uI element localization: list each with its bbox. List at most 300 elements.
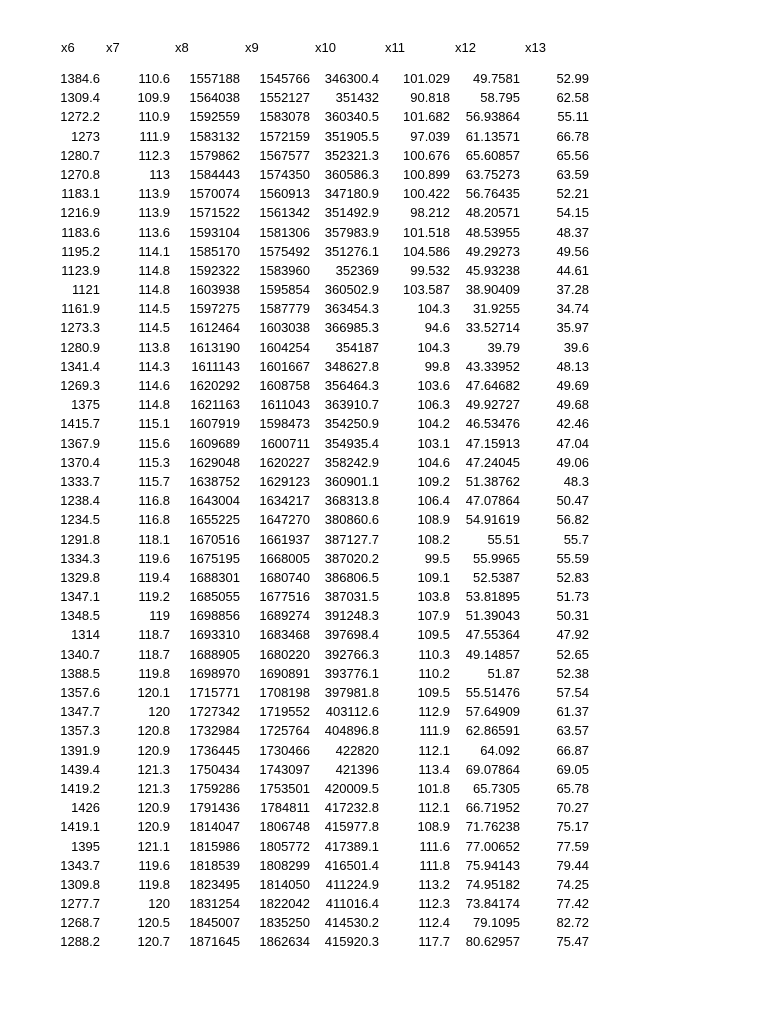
cell-x8: 1791436 [189, 800, 240, 816]
cell-x9: 1583078 [259, 109, 310, 125]
cell-x7: 115.7 [138, 473, 170, 489]
cell-x8: 1831254 [189, 896, 240, 912]
cell-x10: 417389.1 [324, 838, 379, 854]
cell-x10: 380860.6 [324, 512, 379, 528]
cell-x10: 387031.5 [324, 589, 379, 605]
cell-x10: 352321.3 [324, 147, 379, 163]
cell-x6: 1238.4 [60, 493, 100, 509]
cell-x13: 49.56 [556, 243, 589, 259]
cell-x6: 1388.5 [60, 665, 100, 681]
cell-x10: 354935.4 [324, 435, 379, 451]
cell-x9: 1583960 [259, 262, 310, 278]
cell-x8: 1698970 [189, 665, 240, 681]
cell-x12: 45.93238 [465, 262, 520, 278]
cell-x12: 58.795 [480, 90, 520, 106]
cell-x10: 397698.4 [324, 627, 379, 643]
cell-x13: 42.46 [556, 416, 589, 432]
cell-x12: 63.75273 [465, 166, 520, 182]
cell-x8: 1629048 [189, 454, 240, 470]
cell-x13: 48.3 [563, 473, 589, 489]
cell-x12: 47.55364 [465, 627, 520, 643]
cell-x12: 56.76435 [465, 186, 520, 202]
cell-x11: 109.5 [417, 685, 450, 700]
cell-x11: 117.7 [418, 934, 450, 950]
cell-x6: 1426 [71, 800, 100, 816]
cell-x6: 1309.4 [60, 90, 100, 106]
cell-x6: 1273.3 [60, 320, 100, 336]
cell-x13: 48.37 [556, 224, 589, 240]
table-row [0, 817, 769, 836]
cell-x12: 47.24045 [465, 454, 520, 470]
cell-x13: 37.28 [556, 282, 589, 298]
cell-x8: 1688905 [189, 646, 240, 662]
cell-x7: 118.1 [138, 531, 170, 547]
table-row [0, 107, 769, 126]
cell-x9: 1647270 [259, 512, 310, 528]
cell-x7: 115.3 [138, 454, 170, 470]
table-row [0, 606, 769, 625]
cell-x8: 1613190 [189, 339, 240, 355]
cell-x6: 1161.9 [61, 301, 100, 317]
table-row [0, 261, 769, 280]
table-row [0, 357, 769, 376]
cell-x11: 101.029 [403, 71, 450, 86]
cell-x11: 106.3 [417, 397, 450, 413]
cell-x6: 1341.4 [60, 358, 100, 374]
cell-x11: 99.8 [424, 358, 450, 374]
cell-x6: 1183.6 [61, 224, 100, 240]
cell-x12: 43.33952 [465, 358, 520, 374]
cell-x7: 120.7 [137, 934, 170, 950]
table-row [0, 625, 769, 644]
cell-x11: 103.1 [417, 435, 450, 451]
table-row [0, 779, 769, 798]
cell-x9: 1677516 [259, 589, 310, 605]
cell-x11: 110.2 [418, 665, 450, 681]
table-row [0, 318, 769, 337]
cell-x7: 114.8 [138, 262, 170, 278]
table-row [0, 203, 769, 222]
table-row [0, 510, 769, 529]
cell-x12: 74.95182 [465, 876, 520, 892]
cell-x10: 347180.9 [324, 186, 379, 202]
cell-x10: 366985.3 [324, 320, 379, 336]
cell-x11: 113.4 [418, 761, 450, 777]
cell-x7: 114.5 [138, 320, 170, 336]
table-row [0, 837, 769, 856]
cell-x11: 104.2 [417, 416, 450, 432]
cell-x12: 49.14857 [465, 646, 520, 662]
cell-x10: 414530.2 [324, 915, 379, 931]
cell-x11: 100.676 [403, 147, 450, 163]
cell-x11: 99.532 [410, 262, 450, 278]
cell-x9: 1668005 [259, 550, 310, 566]
column-header-x8: x8 [175, 40, 189, 55]
cell-x9: 1620227 [259, 454, 310, 470]
cell-x11: 108.9 [417, 819, 450, 835]
cell-x10: 416501.4 [324, 857, 379, 873]
cell-x7: 116.8 [138, 493, 170, 509]
cell-x12: 75.94143 [465, 857, 520, 873]
cell-x13: 44.61 [556, 262, 589, 278]
table-row [0, 453, 769, 472]
cell-x13: 82.72 [556, 915, 589, 931]
cell-x12: 62.86591 [465, 723, 520, 739]
cell-x7: 112.3 [138, 147, 170, 163]
cell-x6: 1195.2 [61, 243, 100, 259]
cell-x13: 62.58 [556, 90, 589, 106]
cell-x7: 119.8 [138, 876, 170, 892]
cell-x7: 121.3 [137, 780, 170, 796]
cell-x10: 417232.8 [324, 800, 379, 816]
cell-x10: 358242.9 [324, 454, 379, 470]
table-row [0, 472, 769, 491]
cell-x11: 103.587 [403, 282, 450, 298]
cell-x10: 422820 [335, 742, 379, 758]
cell-x7: 115.6 [138, 435, 170, 451]
cell-x9: 1587779 [259, 301, 310, 317]
cell-x10: 360586.3 [324, 166, 379, 182]
cell-x13: 52.21 [556, 186, 589, 202]
table-row [0, 683, 769, 702]
cell-x9: 1601667 [259, 358, 310, 374]
table-row [0, 875, 769, 894]
cell-x12: 49.7581 [473, 71, 520, 86]
cell-x7: 110.9 [138, 109, 170, 125]
cell-x10: 363910.7 [324, 397, 379, 413]
cell-x9: 1567577 [259, 147, 310, 163]
cell-x13: 48.13 [556, 358, 589, 374]
cell-x8: 1583132 [189, 128, 240, 144]
cell-x8: 1693310 [189, 627, 240, 643]
cell-x10: 387020.2 [324, 550, 379, 566]
column-header-x13: x13 [525, 40, 546, 55]
table-row [0, 856, 769, 875]
cell-x9: 1690891 [259, 665, 310, 681]
cell-x13: 77.59 [556, 838, 589, 854]
cell-x6: 1347.7 [60, 704, 100, 720]
cell-x7: 119.2 [138, 589, 170, 605]
cell-x12: 56.93864 [465, 109, 520, 125]
cell-x7: 119.6 [138, 550, 170, 566]
cell-x8: 1736445 [189, 742, 240, 758]
table-row [0, 338, 769, 357]
cell-x7: 120.8 [137, 723, 170, 739]
cell-x9: 1561342 [259, 205, 310, 221]
table-row [0, 664, 769, 683]
cell-x7: 120.9 [137, 819, 170, 835]
cell-x11: 104.586 [403, 243, 450, 259]
table-row [0, 645, 769, 664]
cell-x12: 51.87 [487, 665, 520, 681]
table-row [0, 587, 769, 606]
cell-x6: 1280.9 [60, 339, 100, 355]
cell-x12: 51.39043 [465, 608, 520, 624]
cell-x13: 56.82 [556, 512, 589, 528]
cell-x11: 97.039 [410, 128, 450, 144]
cell-x12: 69.07864 [465, 761, 520, 777]
cell-x6: 1395 [71, 838, 100, 854]
cell-x9: 1725764 [259, 723, 310, 739]
cell-x11: 104.3 [417, 301, 450, 317]
cell-x11: 109.1 [417, 569, 450, 585]
cell-x8: 1818539 [189, 857, 240, 873]
cell-x6: 1269.3 [60, 378, 100, 393]
cell-x6: 1439.4 [60, 761, 100, 777]
cell-x13: 34.74 [556, 301, 589, 317]
cell-x8: 1609689 [189, 435, 240, 451]
cell-x12: 38.90409 [465, 282, 520, 298]
cell-x6: 1314 [71, 627, 100, 643]
cell-x12: 51.38762 [465, 473, 520, 489]
cell-x11: 111.9 [419, 723, 450, 739]
cell-x7: 111.9 [139, 128, 170, 144]
cell-x6: 1384.6 [60, 71, 100, 86]
table-row [0, 721, 769, 740]
cell-x13: 35.97 [556, 320, 589, 336]
cell-x12: 33.52714 [465, 320, 520, 336]
table-row [0, 913, 769, 932]
cell-x12: 64.092 [480, 742, 520, 758]
cell-x12: 55.9965 [473, 550, 520, 566]
cell-x8: 1603938 [189, 282, 240, 298]
cell-x8: 1570074 [189, 186, 240, 202]
cell-x8: 1732984 [189, 723, 240, 739]
cell-x6: 1288.2 [60, 934, 100, 950]
cell-x7: 109.9 [137, 90, 170, 106]
cell-x12: 46.53476 [465, 416, 520, 432]
cell-x9: 1822042 [259, 896, 310, 912]
cell-x11: 104.6 [417, 454, 450, 470]
cell-x12: 47.07864 [465, 493, 520, 509]
cell-x13: 65.56 [556, 147, 589, 163]
cell-x8: 1698856 [189, 608, 240, 624]
cell-x11: 109.5 [417, 627, 450, 643]
cell-x11: 108.2 [417, 531, 450, 547]
cell-x10: 360901.1 [324, 473, 379, 489]
cell-x10: 391248.3 [324, 608, 379, 624]
cell-x8: 1727342 [189, 704, 240, 720]
cell-x9: 1661937 [259, 531, 310, 547]
cell-x13: 39.6 [563, 339, 589, 355]
cell-x10: 403112.6 [325, 704, 379, 720]
cell-x13: 74.25 [556, 876, 589, 892]
cell-x8: 1611143 [191, 358, 240, 374]
cell-x8: 1815986 [189, 838, 240, 854]
cell-x6: 1419.2 [60, 780, 100, 796]
cell-x8: 1585170 [189, 243, 240, 259]
cell-x13: 63.59 [556, 166, 589, 182]
cell-x6: 1272.2 [60, 109, 100, 125]
cell-x9: 1806748 [259, 819, 310, 835]
cell-x9: 1581306 [259, 224, 310, 240]
cell-x8: 1750434 [189, 761, 240, 777]
cell-x13: 69.05 [556, 761, 589, 777]
cell-x11: 100.422 [403, 186, 450, 202]
cell-x10: 352369 [335, 262, 379, 278]
column-header-x12: x12 [455, 40, 476, 55]
cell-x9: 1719552 [259, 704, 310, 720]
cell-x11: 103.8 [417, 589, 450, 605]
table-row [0, 376, 769, 395]
cell-x7: 113 [149, 166, 170, 182]
cell-x9: 1683468 [259, 627, 310, 643]
cell-x8: 1612464 [189, 320, 240, 336]
cell-x8: 1655225 [189, 512, 240, 528]
cell-x6: 1291.8 [60, 531, 100, 547]
cell-x12: 77.00652 [465, 838, 520, 854]
cell-x7: 118.7 [138, 646, 170, 662]
cell-x8: 1592322 [189, 262, 240, 278]
table-row [0, 146, 769, 165]
table-row [0, 395, 769, 414]
cell-x6: 1123.9 [61, 262, 100, 278]
cell-x13: 52.83 [556, 569, 589, 585]
cell-x6: 1347.1 [60, 589, 100, 605]
cell-x12: 55.51476 [465, 685, 520, 700]
cell-x7: 116.8 [138, 512, 170, 528]
cell-x9: 1743097 [259, 761, 310, 777]
cell-x6: 1415.7 [60, 416, 100, 432]
table-row [0, 549, 769, 568]
cell-x10: 411224.9 [325, 876, 379, 892]
cell-x9: 1560913 [259, 186, 310, 202]
cell-x12: 65.7305 [473, 780, 520, 796]
cell-x9: 1753501 [259, 780, 310, 796]
cell-x9: 1862634 [259, 934, 310, 950]
cell-x11: 112.4 [418, 915, 450, 931]
cell-x10: 354250.9 [324, 416, 379, 432]
cell-x10: 420009.5 [324, 780, 379, 796]
cell-x13: 55.11 [557, 109, 589, 125]
cell-x7: 120.5 [137, 915, 170, 931]
cell-x8: 1814047 [189, 819, 240, 835]
cell-x7: 119.4 [138, 569, 170, 585]
cell-x13: 50.31 [556, 608, 589, 624]
table-row [0, 530, 769, 549]
column-header-x9: x9 [245, 40, 259, 55]
cell-x9: 1634217 [259, 493, 310, 509]
data-rows [0, 69, 769, 952]
cell-x9: 1784811 [260, 800, 310, 816]
cell-x6: 1419.1 [60, 819, 100, 835]
cell-x12: 73.84174 [465, 896, 520, 912]
cell-x6: 1333.7 [60, 473, 100, 489]
column-header-x11: x11 [385, 40, 405, 55]
table-row [0, 760, 769, 779]
cell-x13: 49.69 [556, 378, 589, 393]
cell-x8: 1845007 [189, 915, 240, 931]
cell-x11: 112.1 [418, 742, 450, 758]
cell-x11: 111.8 [419, 857, 450, 873]
cell-x10: 360340.5 [324, 109, 379, 125]
cell-x10: 404896.8 [324, 723, 379, 739]
cell-x8: 1715771 [189, 685, 240, 700]
cell-x13: 50.47 [556, 493, 589, 509]
cell-x6: 1357.3 [60, 723, 100, 739]
cell-x12: 39.79 [487, 339, 520, 355]
cell-x7: 113.8 [138, 339, 170, 355]
cell-x8: 1597275 [189, 301, 240, 317]
cell-x13: 52.38 [556, 665, 589, 681]
cell-x9: 1552127 [259, 90, 310, 106]
table-row [0, 299, 769, 318]
cell-x13: 47.92 [556, 627, 589, 643]
cell-x10: 415977.8 [324, 819, 379, 835]
cell-x11: 101.682 [403, 109, 450, 125]
cell-x6: 1270.8 [60, 166, 100, 182]
cell-x9: 1689274 [259, 608, 310, 624]
table-row [0, 223, 769, 242]
cell-x8: 1571522 [189, 205, 240, 221]
cell-x12: 55.51 [487, 531, 520, 547]
cell-x6: 1309.8 [60, 876, 100, 892]
cell-x10: 392766.3 [324, 646, 379, 662]
cell-x12: 66.71952 [465, 800, 520, 816]
cell-x10: 415920.3 [324, 934, 379, 950]
cell-x8: 1638752 [189, 473, 240, 489]
table-row [0, 127, 769, 146]
table-row [0, 491, 769, 510]
cell-x6: 1370.4 [60, 454, 100, 470]
cell-x8: 1670516 [189, 531, 240, 547]
cell-x7: 120 [148, 704, 170, 720]
cell-x7: 120.9 [137, 800, 170, 816]
cell-x6: 1343.7 [60, 857, 100, 873]
cell-x13: 65.78 [556, 780, 589, 796]
cell-x10: 346300.4 [324, 71, 379, 86]
table-row [0, 242, 769, 261]
cell-x7: 119.8 [138, 665, 170, 681]
cell-x9: 1575492 [259, 243, 310, 259]
cell-x10: 348627.8 [324, 358, 379, 374]
cell-x7: 120 [148, 896, 170, 912]
cell-x8: 1579862 [189, 147, 240, 163]
cell-x6: 1280.7 [60, 147, 100, 163]
cell-x11: 113.2 [418, 876, 450, 892]
cell-x11: 107.9 [417, 608, 450, 624]
cell-x11: 110.3 [418, 646, 450, 662]
cell-x11: 99.5 [424, 550, 450, 566]
cell-x12: 31.9255 [473, 301, 520, 317]
cell-x7: 114.6 [138, 378, 170, 393]
cell-x9: 1600711 [260, 435, 310, 451]
cell-x8: 1592559 [189, 109, 240, 125]
cell-x8: 1685055 [189, 589, 240, 605]
cell-x12: 61.13571 [465, 128, 520, 144]
table-row [0, 434, 769, 453]
cell-x13: 55.7 [563, 531, 589, 547]
cell-x6: 1334.3 [60, 550, 100, 566]
cell-x6: 1268.7 [60, 915, 100, 931]
cell-x10: 357983.9 [324, 224, 379, 240]
cell-x7: 120.9 [137, 742, 170, 758]
cell-x10: 351492.9 [324, 205, 379, 221]
cell-x11: 106.4 [417, 493, 450, 509]
cell-x13: 47.04 [556, 435, 589, 451]
table-row [0, 932, 769, 951]
cell-x9: 1598473 [259, 416, 310, 432]
cell-x11: 101.8 [417, 780, 450, 796]
cell-x11: 112.1 [418, 800, 450, 816]
cell-x7: 120.1 [137, 685, 170, 700]
cell-x8: 1584443 [189, 166, 240, 182]
cell-x9: 1572159 [259, 128, 310, 144]
cell-x10: 351276.1 [324, 243, 379, 259]
cell-x8: 1593104 [189, 224, 240, 240]
cell-x9: 1680220 [259, 646, 310, 662]
cell-x7: 114.8 [138, 282, 170, 298]
